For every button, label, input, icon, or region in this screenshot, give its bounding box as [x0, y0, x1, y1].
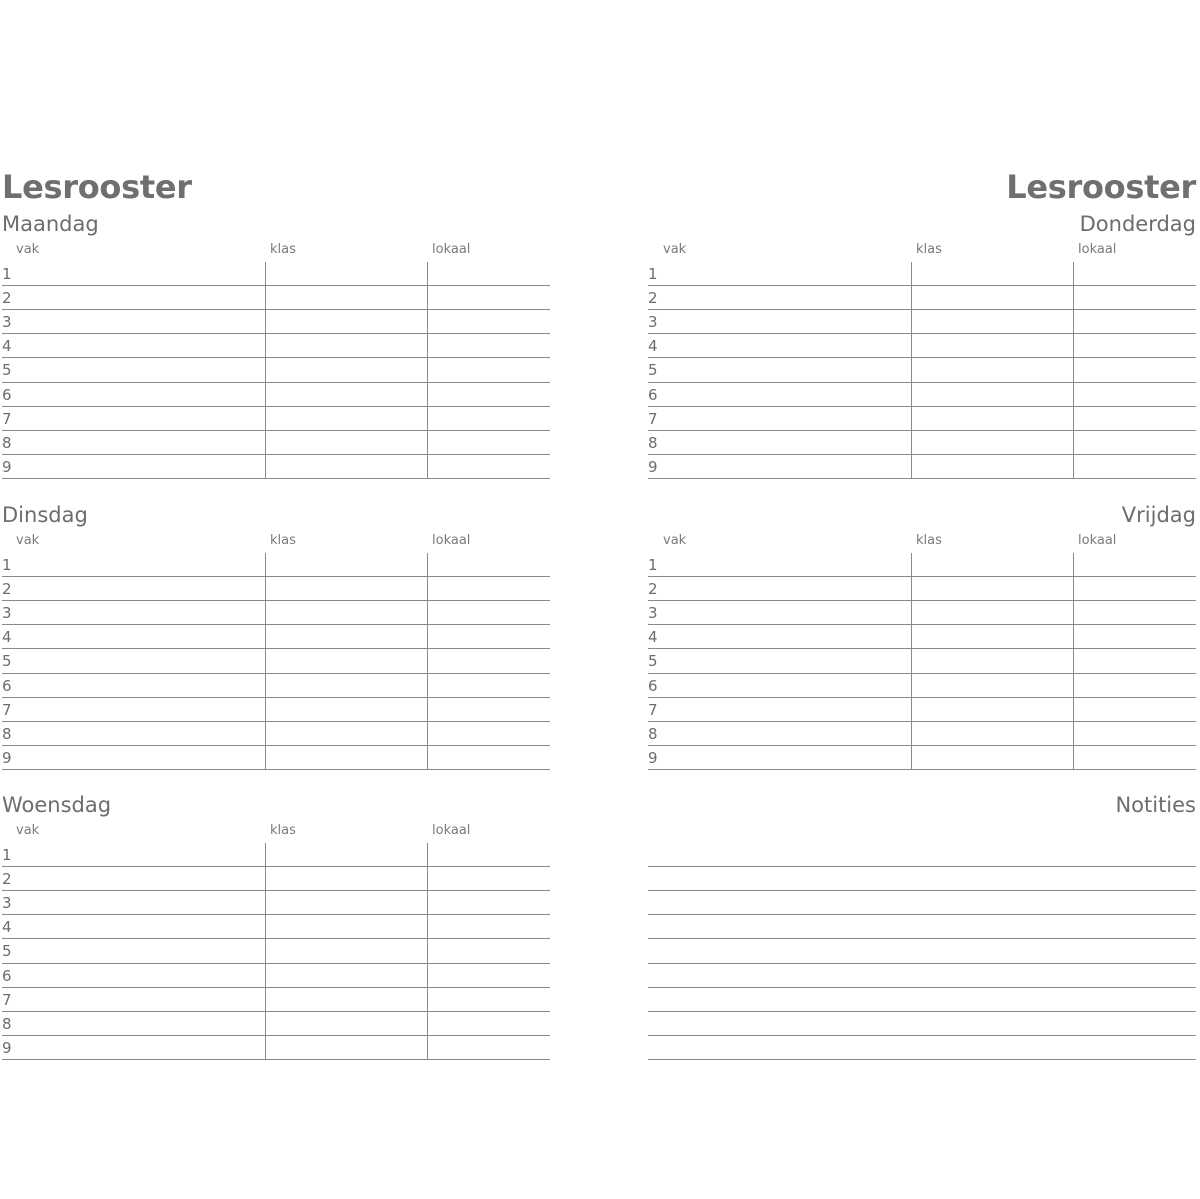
cell-vak-vrijdag-3[interactable] — [664, 601, 909, 624]
period-number-donderdag-3: 3 — [648, 313, 658, 332]
col-header-klas-vrijdag: klas — [916, 533, 942, 548]
col-header-lokaal-woensdag: lokaal — [432, 823, 471, 838]
notes-field-7[interactable] — [648, 989, 1196, 1011]
cell-vak-woensdag-2[interactable] — [18, 867, 263, 890]
row-line-maandag-9 — [2, 478, 550, 479]
notes-line-2 — [648, 890, 1196, 891]
cell-klas-dinsdag-8[interactable] — [267, 722, 425, 745]
period-number-donderdag-6: 6 — [648, 385, 658, 404]
cell-klas-woensdag-6[interactable] — [267, 964, 425, 987]
period-number-donderdag-5: 5 — [648, 361, 658, 380]
notes-line-8 — [648, 1035, 1196, 1036]
cell-lokaal-dinsdag-6[interactable] — [429, 674, 548, 697]
cell-lokaal-woensdag-5[interactable] — [429, 939, 548, 962]
day-title-donderdag: Donderdag — [1079, 212, 1196, 236]
col-header-klas-maandag: klas — [270, 242, 296, 257]
period-number-vrijdag-8: 8 — [648, 724, 658, 743]
cell-klas-vrijdag-8[interactable] — [913, 722, 1071, 745]
cell-lokaal-maandag-4[interactable] — [429, 334, 548, 357]
cell-lokaal-maandag-9[interactable] — [429, 455, 548, 478]
cell-lokaal-donderdag-5[interactable] — [1075, 358, 1194, 381]
col-header-lokaal-donderdag: lokaal — [1078, 242, 1117, 257]
period-number-vrijdag-1: 1 — [648, 556, 658, 574]
cell-vak-donderdag-5[interactable] — [664, 358, 909, 381]
period-number-dinsdag-4: 4 — [2, 628, 12, 647]
cell-vak-dinsdag-1[interactable] — [18, 553, 263, 576]
cell-klas-vrijdag-6[interactable] — [913, 674, 1071, 697]
cell-lokaal-dinsdag-3[interactable] — [429, 601, 548, 624]
col-header-klas-donderdag: klas — [916, 242, 942, 257]
notes-field-3[interactable] — [648, 892, 1196, 914]
period-number-dinsdag-7: 7 — [2, 700, 12, 719]
period-number-vrijdag-7: 7 — [648, 700, 658, 719]
cell-lokaal-dinsdag-7[interactable] — [429, 698, 548, 721]
notes-field-5[interactable] — [648, 941, 1196, 963]
cell-vak-vrijdag-6[interactable] — [664, 674, 909, 697]
col-header-klas-woensdag: klas — [270, 823, 296, 838]
cell-klas-maandag-6[interactable] — [267, 383, 425, 406]
cell-lokaal-woensdag-1[interactable] — [429, 843, 548, 866]
cell-klas-donderdag-6[interactable] — [913, 383, 1071, 406]
notes-field-4[interactable] — [648, 916, 1196, 938]
notes-field-1[interactable] — [648, 844, 1196, 866]
cell-vak-donderdag-3[interactable] — [664, 310, 909, 333]
cell-klas-vrijdag-5[interactable] — [913, 649, 1071, 672]
period-number-vrijdag-5: 5 — [648, 652, 658, 671]
cell-lokaal-donderdag-3[interactable] — [1075, 310, 1194, 333]
cell-lokaal-vrijdag-8[interactable] — [1075, 722, 1194, 745]
cell-lokaal-woensdag-6[interactable] — [429, 964, 548, 987]
period-number-woensdag-5: 5 — [2, 942, 12, 961]
cell-lokaal-woensdag-4[interactable] — [429, 915, 548, 938]
period-number-woensdag-7: 7 — [2, 990, 12, 1009]
period-number-donderdag-9: 9 — [648, 457, 658, 476]
period-number-dinsdag-1: 1 — [2, 556, 12, 574]
cell-klas-donderdag-3[interactable] — [913, 310, 1071, 333]
cell-klas-donderdag-8[interactable] — [913, 431, 1071, 454]
cell-vak-dinsdag-5[interactable] — [18, 649, 263, 672]
notes-field-8[interactable] — [648, 1013, 1196, 1035]
cell-klas-donderdag-4[interactable] — [913, 334, 1071, 357]
period-number-donderdag-8: 8 — [648, 433, 658, 452]
cell-lokaal-donderdag-7[interactable] — [1075, 407, 1194, 430]
cell-vak-donderdag-1[interactable] — [664, 262, 909, 285]
cell-vak-dinsdag-3[interactable] — [18, 601, 263, 624]
notes-line-6 — [648, 987, 1196, 988]
period-number-woensdag-9: 9 — [2, 1038, 12, 1057]
col-header-vak-woensdag: vak — [16, 823, 40, 838]
cell-vak-donderdag-2[interactable] — [664, 286, 909, 309]
cell-klas-woensdag-2[interactable] — [267, 867, 425, 890]
divider-lokaal-vrijdag — [1073, 553, 1074, 770]
period-number-donderdag-7: 7 — [648, 409, 658, 428]
period-number-maandag-2: 2 — [2, 289, 12, 308]
period-number-woensdag-3: 3 — [2, 894, 12, 913]
period-number-maandag-5: 5 — [2, 361, 12, 380]
cell-vak-maandag-2[interactable] — [18, 286, 263, 309]
notes-line-1 — [648, 866, 1196, 867]
cell-vak-woensdag-3[interactable] — [18, 891, 263, 914]
row-line-dinsdag-9 — [2, 769, 550, 770]
col-header-lokaal-dinsdag: lokaal — [432, 533, 471, 548]
cell-klas-dinsdag-3[interactable] — [267, 601, 425, 624]
cell-lokaal-woensdag-7[interactable] — [429, 988, 548, 1011]
period-number-maandag-8: 8 — [2, 433, 12, 452]
period-number-maandag-3: 3 — [2, 313, 12, 332]
cell-lokaal-vrijdag-3[interactable] — [1075, 601, 1194, 624]
cell-vak-dinsdag-8[interactable] — [18, 722, 263, 745]
cell-vak-dinsdag-6[interactable] — [18, 674, 263, 697]
day-title-woensdag: Woensdag — [2, 793, 112, 817]
cell-lokaal-dinsdag-1[interactable] — [429, 553, 548, 576]
cell-klas-dinsdag-7[interactable] — [267, 698, 425, 721]
period-number-donderdag-1: 1 — [648, 265, 658, 283]
cell-lokaal-woensdag-8[interactable] — [429, 1012, 548, 1035]
period-number-woensdag-8: 8 — [2, 1014, 12, 1033]
cell-vak-donderdag-7[interactable] — [664, 407, 909, 430]
period-number-dinsdag-6: 6 — [2, 676, 12, 695]
cell-klas-vrijdag-4[interactable] — [913, 625, 1071, 648]
divider-klas-maandag — [265, 262, 266, 479]
cell-vak-woensdag-7[interactable] — [18, 988, 263, 1011]
cell-vak-donderdag-4[interactable] — [664, 334, 909, 357]
cell-lokaal-dinsdag-9[interactable] — [429, 746, 548, 769]
period-number-dinsdag-5: 5 — [2, 652, 12, 671]
cell-vak-donderdag-9[interactable] — [664, 455, 909, 478]
period-number-vrijdag-4: 4 — [648, 628, 658, 647]
period-number-dinsdag-9: 9 — [2, 748, 12, 767]
col-header-klas-dinsdag: klas — [270, 533, 296, 548]
cell-lokaal-dinsdag-4[interactable] — [429, 625, 548, 648]
cell-vak-vrijdag-9[interactable] — [664, 746, 909, 769]
cell-klas-woensdag-4[interactable] — [267, 915, 425, 938]
cell-vak-woensdag-9[interactable] — [18, 1036, 263, 1059]
cell-klas-vrijdag-2[interactable] — [913, 577, 1071, 600]
cell-vak-donderdag-8[interactable] — [664, 431, 909, 454]
day-title-vrijdag: Vrijdag — [1121, 503, 1196, 527]
period-number-vrijdag-3: 3 — [648, 604, 658, 623]
cell-klas-dinsdag-2[interactable] — [267, 577, 425, 600]
cell-lokaal-donderdag-8[interactable] — [1075, 431, 1194, 454]
cell-vak-maandag-6[interactable] — [18, 383, 263, 406]
cell-lokaal-vrijdag-5[interactable] — [1075, 649, 1194, 672]
day-title-maandag: Maandag — [2, 212, 99, 236]
cell-vak-vrijdag-7[interactable] — [664, 698, 909, 721]
notes-field-9[interactable] — [648, 1037, 1196, 1059]
cell-klas-maandag-4[interactable] — [267, 334, 425, 357]
cell-klas-dinsdag-4[interactable] — [267, 625, 425, 648]
cell-klas-maandag-7[interactable] — [267, 407, 425, 430]
period-number-maandag-4: 4 — [2, 337, 12, 356]
period-number-maandag-6: 6 — [2, 385, 12, 404]
day-title-dinsdag: Dinsdag — [2, 503, 88, 527]
period-number-maandag-1: 1 — [2, 265, 12, 283]
cell-vak-vrijdag-2[interactable] — [664, 577, 909, 600]
cell-klas-maandag-5[interactable] — [267, 358, 425, 381]
cell-vak-dinsdag-9[interactable] — [18, 746, 263, 769]
cell-vak-maandag-9[interactable] — [18, 455, 263, 478]
notes-line-5 — [648, 963, 1196, 964]
cell-vak-maandag-7[interactable] — [18, 407, 263, 430]
period-number-donderdag-2: 2 — [648, 289, 658, 308]
period-number-maandag-7: 7 — [2, 409, 12, 428]
divider-lokaal-donderdag — [1073, 262, 1074, 479]
cell-lokaal-maandag-5[interactable] — [429, 358, 548, 381]
cell-klas-woensdag-9[interactable] — [267, 1036, 425, 1059]
period-number-woensdag-2: 2 — [2, 870, 12, 889]
divider-klas-dinsdag — [265, 553, 266, 770]
cell-klas-dinsdag-6[interactable] — [267, 674, 425, 697]
period-number-dinsdag-8: 8 — [2, 724, 12, 743]
cell-klas-donderdag-1[interactable] — [913, 262, 1071, 285]
cell-vak-woensdag-4[interactable] — [18, 915, 263, 938]
cell-klas-maandag-8[interactable] — [267, 431, 425, 454]
right-page-title: Lesrooster — [1006, 168, 1196, 206]
divider-klas-vrijdag — [911, 553, 912, 770]
cell-lokaal-donderdag-6[interactable] — [1075, 383, 1194, 406]
period-number-dinsdag-3: 3 — [2, 604, 12, 623]
cell-klas-woensdag-7[interactable] — [267, 988, 425, 1011]
divider-lokaal-dinsdag — [427, 553, 428, 770]
row-line-vrijdag-9 — [648, 769, 1196, 770]
cell-lokaal-woensdag-3[interactable] — [429, 891, 548, 914]
cell-vak-woensdag-5[interactable] — [18, 939, 263, 962]
cell-klas-vrijdag-7[interactable] — [913, 698, 1071, 721]
cell-lokaal-vrijdag-7[interactable] — [1075, 698, 1194, 721]
period-number-woensdag-6: 6 — [2, 966, 12, 985]
cell-vak-maandag-4[interactable] — [18, 334, 263, 357]
cell-vak-donderdag-6[interactable] — [664, 383, 909, 406]
cell-klas-dinsdag-5[interactable] — [267, 649, 425, 672]
cell-lokaal-woensdag-9[interactable] — [429, 1036, 548, 1059]
cell-klas-donderdag-5[interactable] — [913, 358, 1071, 381]
period-number-vrijdag-9: 9 — [648, 748, 658, 767]
cell-klas-woensdag-5[interactable] — [267, 939, 425, 962]
cell-klas-woensdag-8[interactable] — [267, 1012, 425, 1035]
cell-lokaal-maandag-2[interactable] — [429, 286, 548, 309]
row-line-woensdag-9 — [2, 1059, 550, 1060]
cell-lokaal-donderdag-1[interactable] — [1075, 262, 1194, 285]
period-number-woensdag-1: 1 — [2, 846, 12, 864]
cell-klas-vrijdag-9[interactable] — [913, 746, 1071, 769]
cell-vak-vrijdag-1[interactable] — [664, 553, 909, 576]
cell-klas-maandag-1[interactable] — [267, 262, 425, 285]
cell-lokaal-donderdag-9[interactable] — [1075, 455, 1194, 478]
cell-vak-vrijdag-8[interactable] — [664, 722, 909, 745]
cell-vak-dinsdag-7[interactable] — [18, 698, 263, 721]
notes-line-7 — [648, 1011, 1196, 1012]
cell-vak-dinsdag-4[interactable] — [18, 625, 263, 648]
cell-klas-donderdag-7[interactable] — [913, 407, 1071, 430]
cell-klas-donderdag-2[interactable] — [913, 286, 1071, 309]
divider-klas-woensdag — [265, 843, 266, 1060]
cell-lokaal-donderdag-4[interactable] — [1075, 334, 1194, 357]
cell-klas-dinsdag-1[interactable] — [267, 553, 425, 576]
cell-vak-woensdag-8[interactable] — [18, 1012, 263, 1035]
cell-klas-donderdag-9[interactable] — [913, 455, 1071, 478]
period-number-vrijdag-2: 2 — [648, 580, 658, 599]
notes-title: Notities — [1115, 793, 1196, 817]
cell-klas-woensdag-1[interactable] — [267, 843, 425, 866]
divider-lokaal-maandag — [427, 262, 428, 479]
cell-lokaal-maandag-3[interactable] — [429, 310, 548, 333]
cell-lokaal-maandag-1[interactable] — [429, 262, 548, 285]
cell-lokaal-vrijdag-2[interactable] — [1075, 577, 1194, 600]
cell-vak-maandag-3[interactable] — [18, 310, 263, 333]
notes-line-4 — [648, 938, 1196, 939]
cell-klas-dinsdag-9[interactable] — [267, 746, 425, 769]
period-number-maandag-9: 9 — [2, 457, 12, 476]
cell-lokaal-vrijdag-4[interactable] — [1075, 625, 1194, 648]
cell-lokaal-maandag-7[interactable] — [429, 407, 548, 430]
period-number-woensdag-4: 4 — [2, 918, 12, 937]
col-header-vak-dinsdag: vak — [16, 533, 40, 548]
cell-lokaal-donderdag-2[interactable] — [1075, 286, 1194, 309]
cell-klas-woensdag-3[interactable] — [267, 891, 425, 914]
cell-lokaal-dinsdag-5[interactable] — [429, 649, 548, 672]
cell-klas-maandag-2[interactable] — [267, 286, 425, 309]
cell-lokaal-maandag-6[interactable] — [429, 383, 548, 406]
period-number-dinsdag-2: 2 — [2, 580, 12, 599]
cell-vak-maandag-1[interactable] — [18, 262, 263, 285]
cell-vak-maandag-8[interactable] — [18, 431, 263, 454]
col-header-vak-maandag: vak — [16, 242, 40, 257]
cell-lokaal-vrijdag-6[interactable] — [1075, 674, 1194, 697]
cell-lokaal-vrijdag-9[interactable] — [1075, 746, 1194, 769]
divider-klas-donderdag — [911, 262, 912, 479]
cell-lokaal-vrijdag-1[interactable] — [1075, 553, 1194, 576]
row-line-donderdag-9 — [648, 478, 1196, 479]
cell-lokaal-dinsdag-8[interactable] — [429, 722, 548, 745]
col-header-lokaal-maandag: lokaal — [432, 242, 471, 257]
notes-field-6[interactable] — [648, 965, 1196, 987]
left-page-title: Lesrooster — [2, 168, 192, 206]
col-header-vak-donderdag: vak — [663, 242, 687, 257]
cell-vak-woensdag-1[interactable] — [18, 843, 263, 866]
cell-vak-maandag-5[interactable] — [18, 358, 263, 381]
cell-lokaal-dinsdag-2[interactable] — [429, 577, 548, 600]
col-header-vak-vrijdag: vak — [663, 533, 687, 548]
cell-klas-maandag-3[interactable] — [267, 310, 425, 333]
cell-vak-vrijdag-5[interactable] — [664, 649, 909, 672]
cell-klas-maandag-9[interactable] — [267, 455, 425, 478]
notes-line-9 — [648, 1059, 1196, 1060]
divider-lokaal-woensdag — [427, 843, 428, 1060]
period-number-vrijdag-6: 6 — [648, 676, 658, 695]
cell-klas-vrijdag-1[interactable] — [913, 553, 1071, 576]
cell-vak-dinsdag-2[interactable] — [18, 577, 263, 600]
col-header-lokaal-vrijdag: lokaal — [1078, 533, 1117, 548]
notes-line-3 — [648, 914, 1196, 915]
period-number-donderdag-4: 4 — [648, 337, 658, 356]
notes-field-2[interactable] — [648, 868, 1196, 890]
cell-klas-vrijdag-3[interactable] — [913, 601, 1071, 624]
cell-vak-woensdag-6[interactable] — [18, 964, 263, 987]
cell-lokaal-maandag-8[interactable] — [429, 431, 548, 454]
cell-vak-vrijdag-4[interactable] — [664, 625, 909, 648]
cell-lokaal-woensdag-2[interactable] — [429, 867, 548, 890]
